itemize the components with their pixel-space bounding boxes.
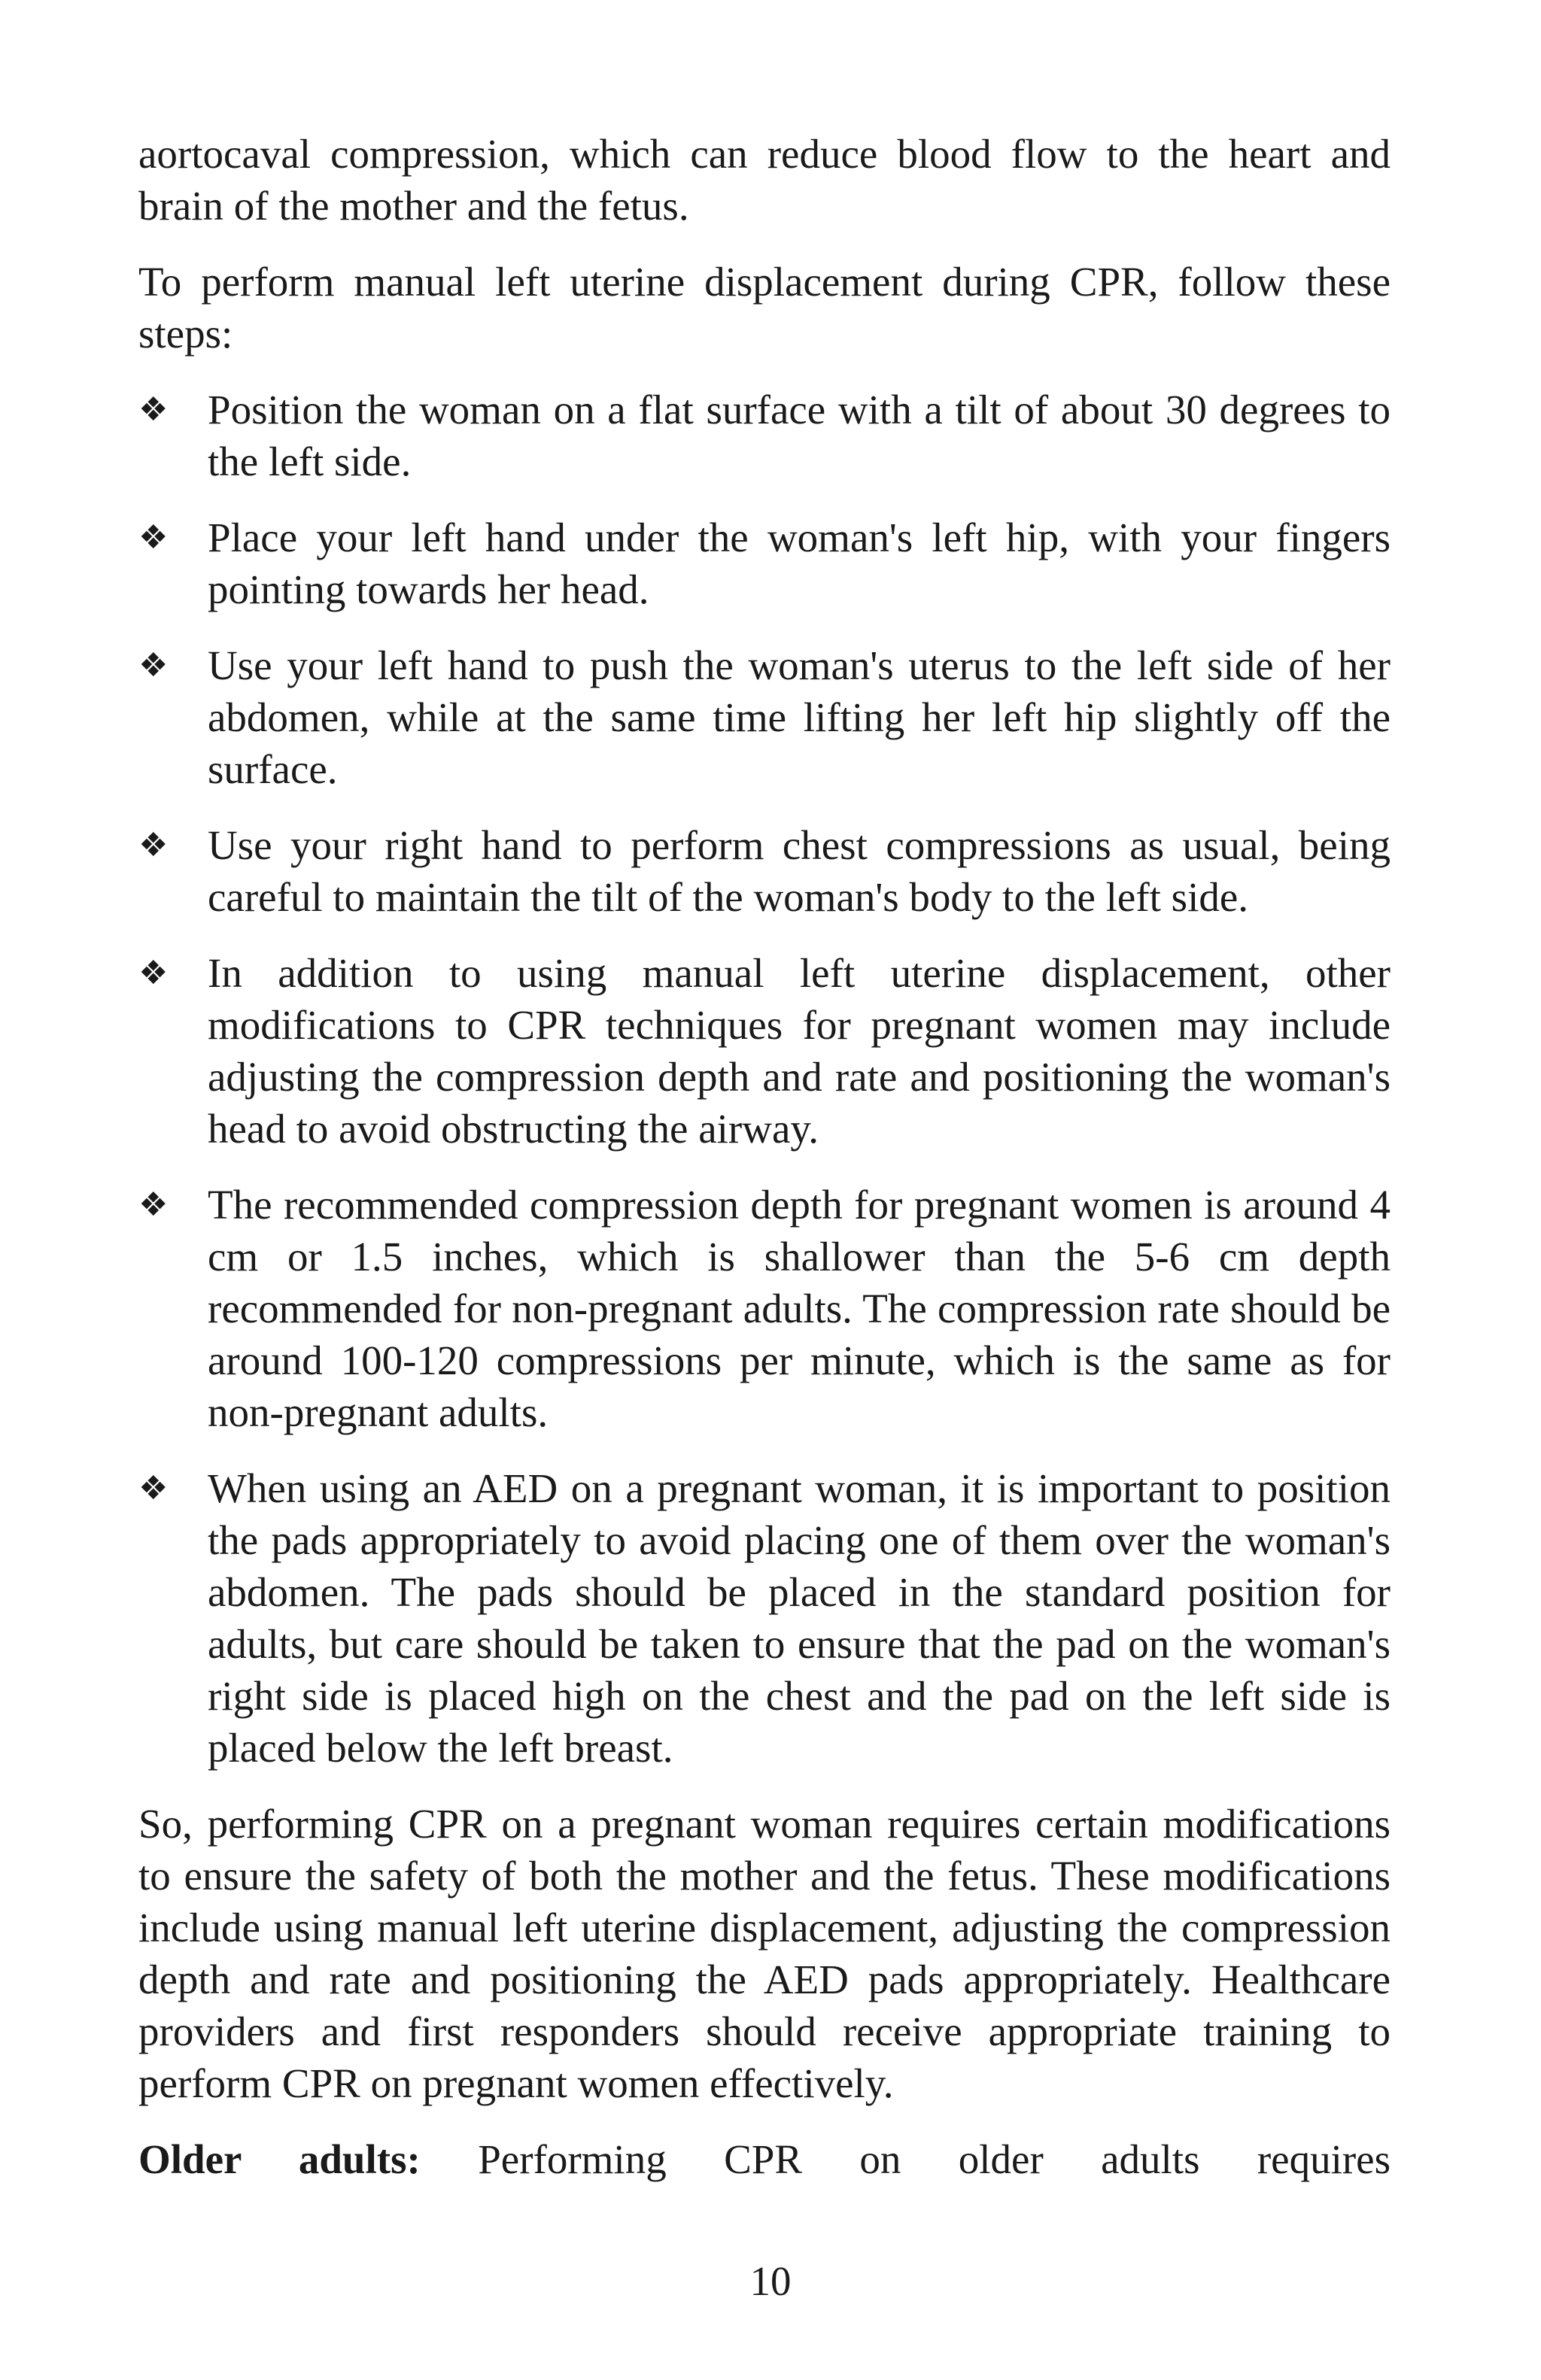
list-item-text: Position the woman on a flat surface with a tilt of about 30 degrees to the left side. [208,387,1391,484]
list-item-text: Use your left hand to push the woman's uterus to the left side of her abdomen, while at the same time lifting her left hip slightly off the surface. [208,642,1391,792]
diamond-bullet-icon: ❖ [138,1469,169,1507]
paragraph-intro: aortocaval compression, which can reduce blood flow to the heart and brain of the mother and the fetus. [138,131,1391,229]
page-content [138,128,1391,2185]
list-item-text: The recommended compression depth for pregnant women is around 4 cm or 1.5 inches, which is shallower than the 5-6 cm depth recommended for non-pregnant adults. The compression rate should be around 100-120 compressions per minute, which is the same as for non-pregnant adults. [208,1182,1391,1435]
list-item [138,512,1391,615]
diamond-bullet-icon: ❖ [138,954,169,992]
diamond-bullet-icon: ❖ [138,518,169,557]
diamond-bullet-icon: ❖ [138,646,169,685]
diamond-bullet-icon: ❖ [138,826,169,864]
section-heading-older-adults: Older adults: [138,2136,421,2182]
steps-list [138,384,1391,1774]
list-item-text: Place your left hand under the woman's left hip, with your fingers pointing towards her head. [208,515,1391,612]
list-item [138,819,1391,923]
list-item-text: When using an AED on a pregnant woman, it is important to position the pads appropriately to avoid placing one of them over the woman's abdomen. The pads should be placed in the standard position for adults, but care should be taken to ensure that the pad on the woman's right side is placed high on the chest and the pad on the left side is placed below the left breast. [208,1465,1391,1771]
list-item-text: Use your right hand to perform chest compressions as usual, being careful to maintain the tilt of the woman's body to the left side. [208,822,1391,920]
list-item [138,947,1391,1155]
list-item [138,384,1391,487]
list-item [138,1179,1391,1438]
paragraph-steps-intro: To perform manual left uterine displacement during CPR, follow these steps: [138,259,1391,357]
list-item [138,1462,1391,1774]
diamond-bullet-icon: ❖ [138,1185,169,1224]
paragraph-older-adults [138,2133,1391,2185]
diamond-bullet-icon: ❖ [138,390,169,429]
page-number: 10 [749,2258,792,2304]
list-item-text: In addition to using manual left uterine displacement, other modifications to CPR techniques for pregnant women may include adjusting the compression depth and rate and positioning the woman's head to avoid obstructing the airway. [208,950,1391,1152]
older-adults-text: Performing CPR on older adults requires [478,2136,1391,2182]
list-item [138,639,1391,795]
paragraph-summary: So, performing CPR on a pregnant woman requires certain modifications to ensure the safety of both the mother and the fetus. These modifications include using manual left uterine displacement, adjusting the compression depth and rate and positioning the AED pads appropriately. Healthcare providers and first responders should receive appropriate training to perform CPR on pregnant women effectively. [138,1801,1391,2106]
